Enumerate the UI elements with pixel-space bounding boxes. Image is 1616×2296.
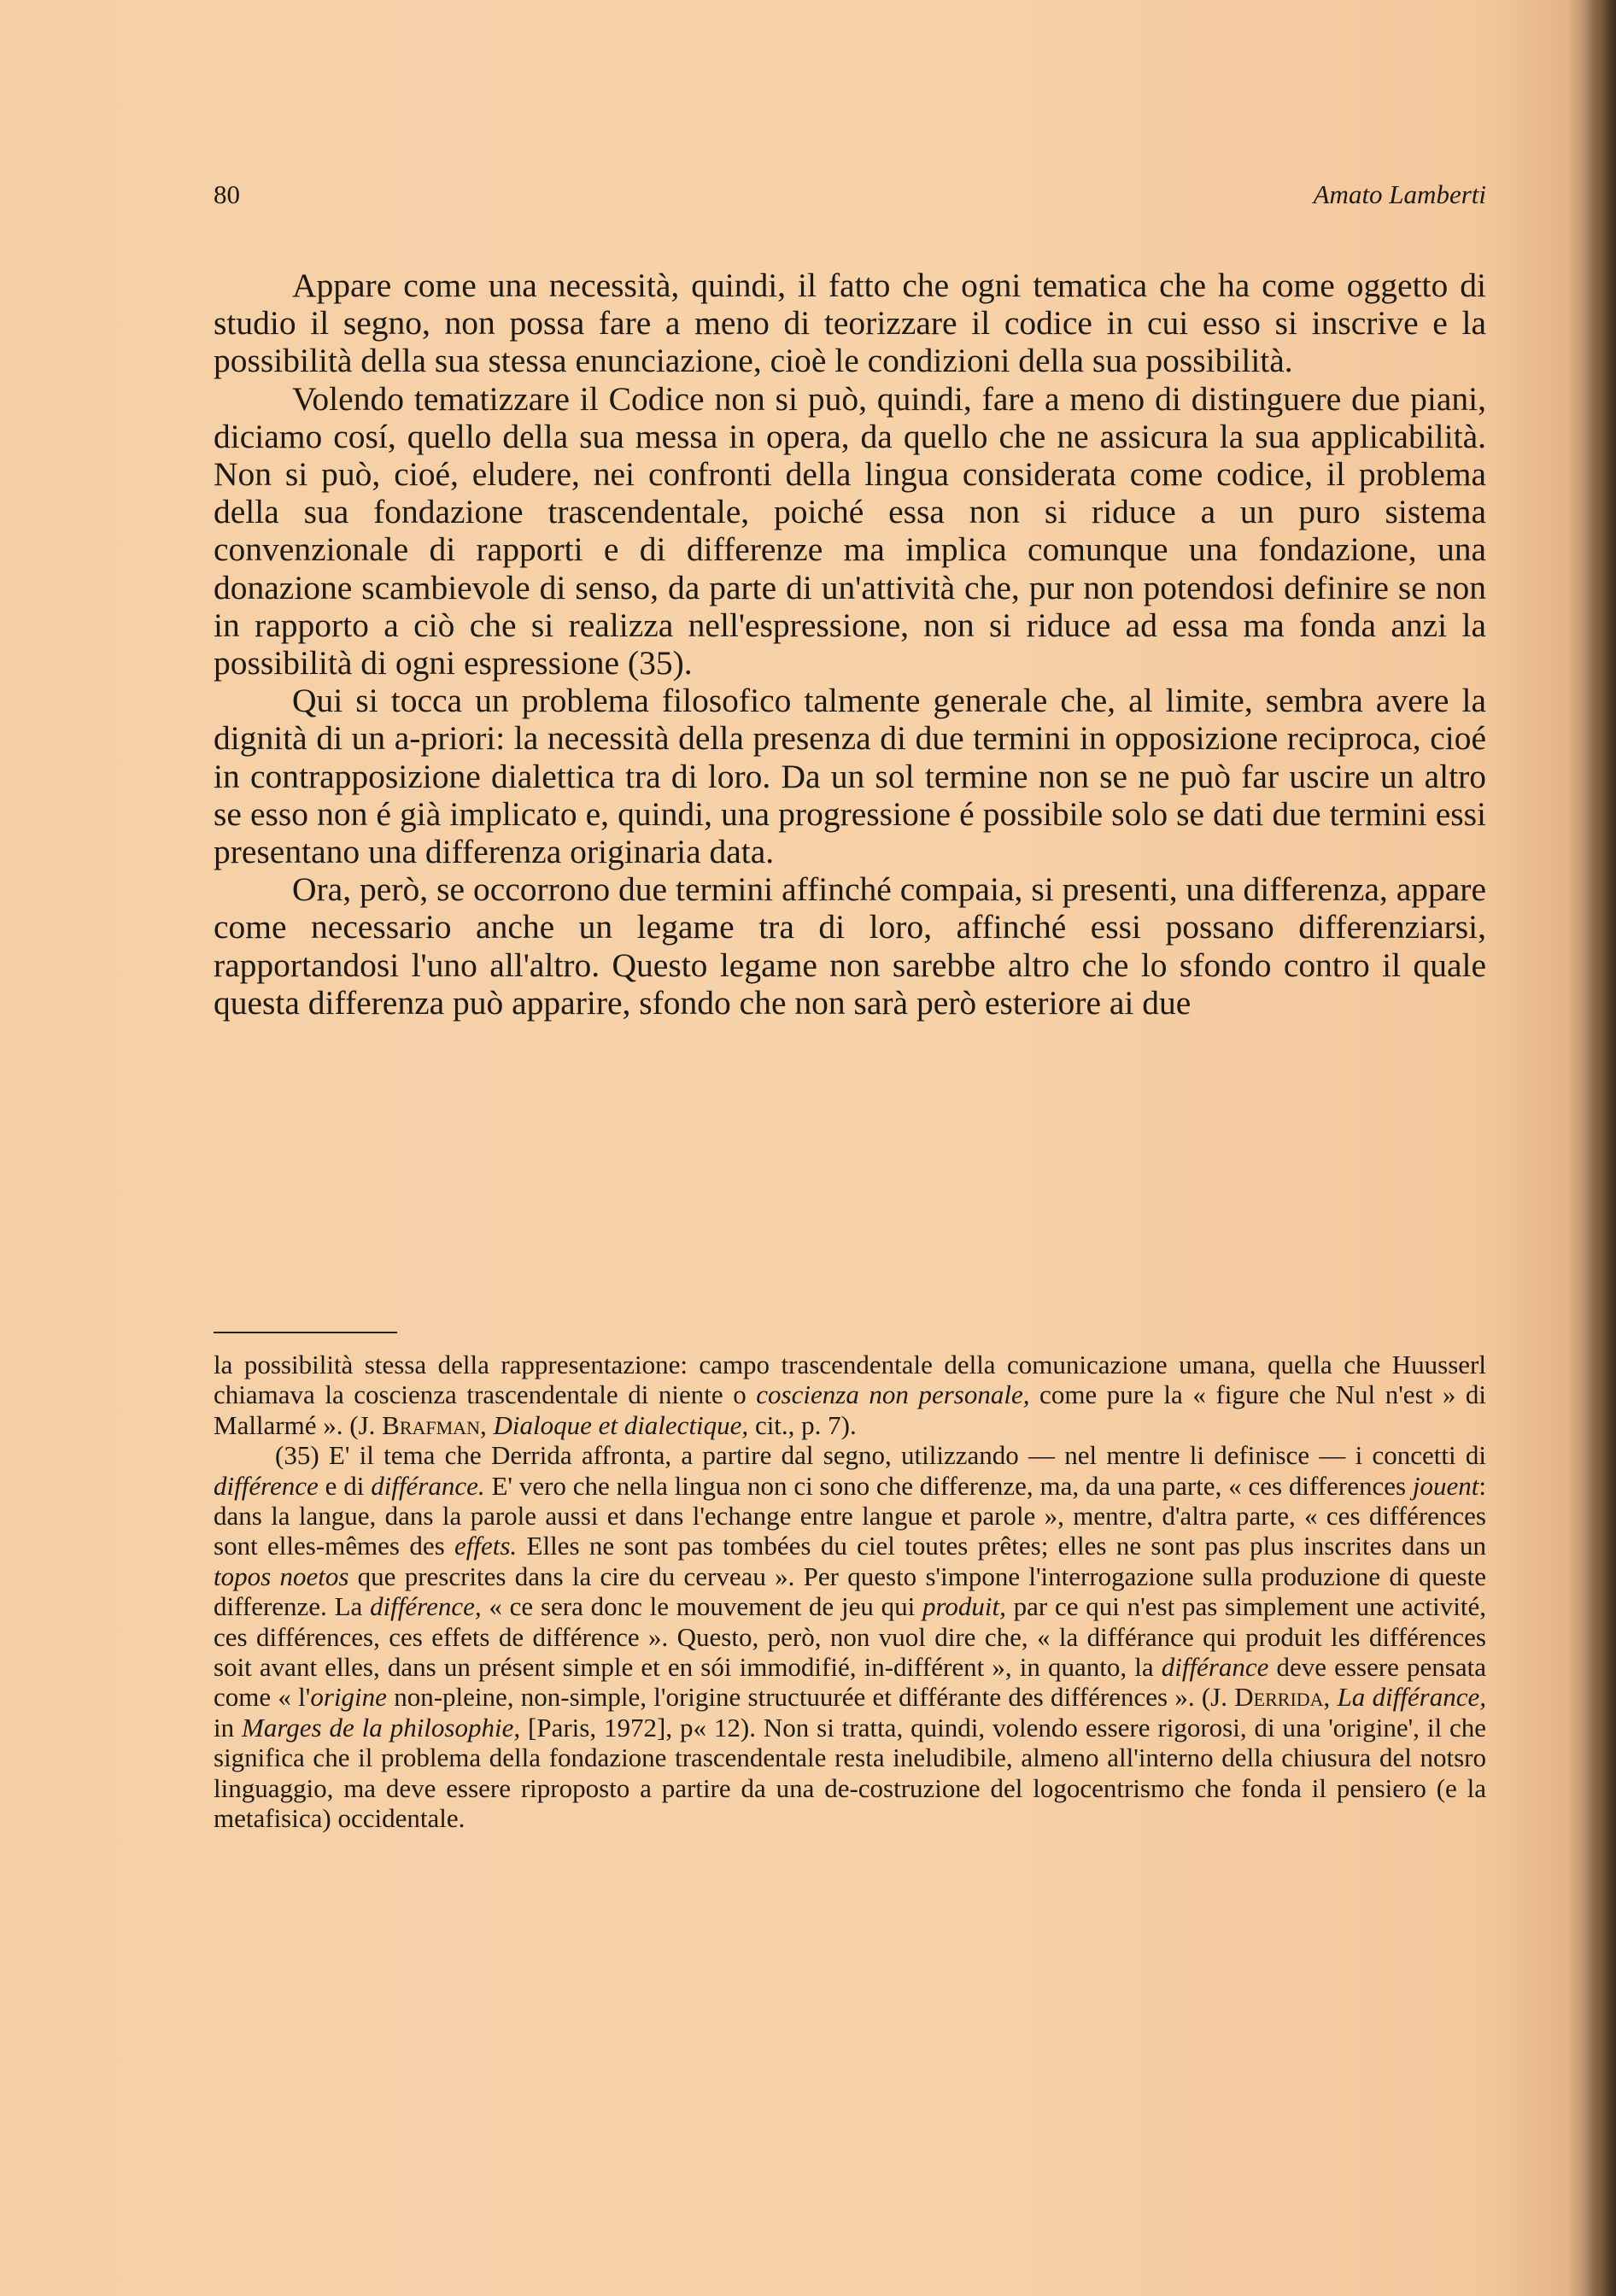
footnote-continuation: la possibilità stessa della rappresentazione: campo trascendentale della comunicazione umana, quella che Huusserl chiamava la coscienza trascendentale di niente o coscienza non personale, come pure la « figure che Nul n'est » di Mallarmé ». (J. Brafman, Dialoque et dialectique, cit., p. 7). — [214, 1350, 1487, 1440]
main-text — [214, 266, 1486, 1022]
paragraph: Appare come una necessità, quindi, il fatto che ogni tematica che ha come oggetto di studio il segno, non possa fare a meno di teorizzare il codice in cui esso si inscrive e la possibilità della sua stessa enunciazione, cioè le condizioni della sua possibilità. — [214, 266, 1486, 380]
footnote-35: (35) E' il tema che Derrida affronta, a partire dal segno, utilizzando — nel mentre li definisce — i concetti di différence e di différance. E' vero che nella lingua non ci sono che differenze, ma, da una parte, « ces differences jouent: dans la langue, dans la parole aussi et dans l'echange entre langue et parole », mentre, d'altra parte, « ces différences sont elles-mêmes des effets. Elles ne sont pas tombées du ciel toutes prêtes; elles ne sont pas plus inscrites dans un topos noetos que prescrites dans la cire du cerveau ». Per questo s'impone l'interrogazione sulla produzione di queste differenze. La différence, « ce sera donc le mouvement de jeu qui produit, par ce qui n'est pas simplement une activité, ces différences, ces effets de différence ». Questo, però, non vuol dire che, « la différance qui produit les différences soit avant elles, dans un présent simple et en sói immodifié, in-différent », in quanto, la différance deve essere pensata come « l'origine non-pleine, non-simple, l'origine structuurée et différante des différences ». (J. Derrida, La différance, in Marges de la philosophie, [Paris, 1972], p« 12). Non si tratta, quindi, volendo essere rigorosi, di una 'origine', il che significa che il problema della fondazione trascendentale resta ineludibile, almeno all'interno della chiusura del notsro linguaggio, ma deve essere riproposto a partire da una de-costruzione del logocentrismo che fonda il pensiero (e la metafisica) occidentale. — [214, 1440, 1486, 1834]
footnote-separator — [214, 1332, 397, 1333]
running-head-author: Amato Lamberti — [1313, 179, 1486, 209]
paragraph: Volendo tematizzare il Codice non si può, quindi, fare a meno di distinguere due piani, diciamo cosí, quello della sua messa in opera, da quello che ne assicura la sua applicabilità. Non si può, cioé, eludere, nei confronti della lingua considerata come codice, il problema della sua fondazione trascendentale, poiché essa non si riduce a un puro sistema convenzionale di rapporti e di differenze ma implica comunque una fondazione, una donazione scambievole di senso, da parte di un'attività che, pur non potendosi definire se non in rapporto a ciò che si realizza nell'espressione, non si riduce ad essa ma fonda anzi la possibilità di ogni espressione (35). — [214, 379, 1486, 682]
book-spine-shadow — [1584, 0, 1616, 2296]
footnotes — [214, 1350, 1486, 1834]
paragraph: Ora, però, se occorrono due termini affinché compaia, si presenti, una differenza, appare come necessario anche un legame tra di loro, affinché essi possano differenziarsi, rapportandosi l'uno all'altro. Questo legame non sarebbe altro che lo sfondo contro il quale questa differenza può apparire, sfondo che non sarà però esteriore ai due — [214, 870, 1486, 1022]
page-number: 80 — [214, 179, 240, 209]
paragraph: Qui si tocca un problema filosofico talmente generale che, al limite, sembra avere la dignità di un a-priori: la necessità della presenza di due termini in opposizione reciproca, cioé in contrapposizione dialettica tra di loro. Da un sol termine non se ne può far uscire un altro se esso non é già implicato e, quindi, una progressione é possibile solo se dati due termini essi presentano una differenza originaria data. — [214, 682, 1486, 871]
page-header — [214, 179, 1486, 214]
